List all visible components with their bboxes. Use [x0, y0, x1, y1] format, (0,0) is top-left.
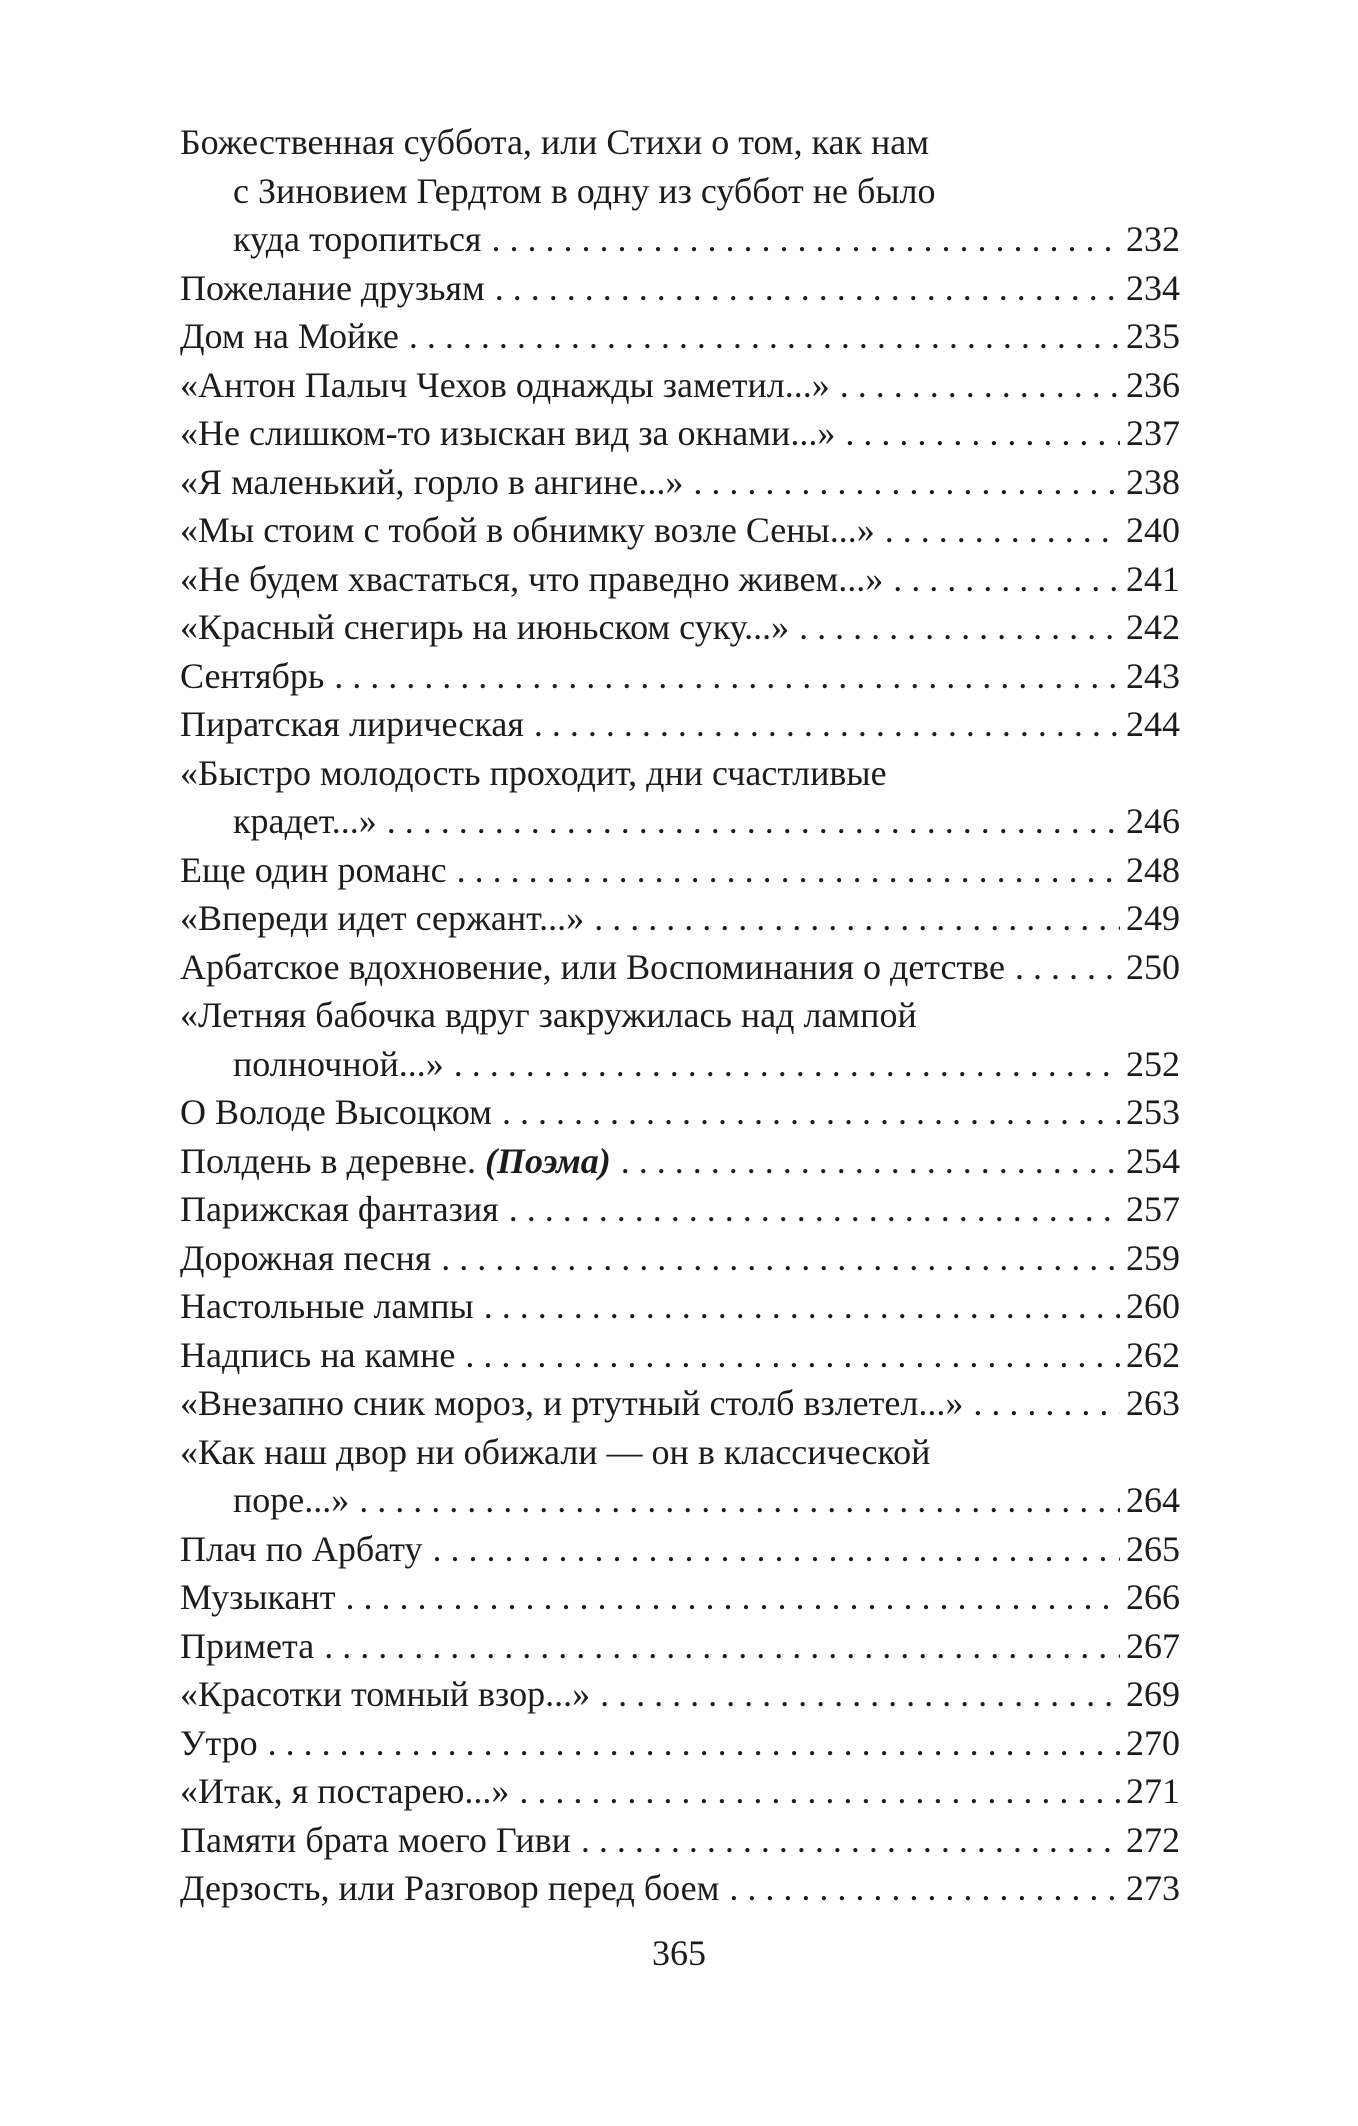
toc-entry-row: [180, 1234, 1180, 1283]
toc-entry-page: 244: [1126, 704, 1180, 744]
toc-entry-row: [180, 458, 1180, 507]
dot-leader: [485, 264, 1120, 313]
toc-entry-page: 252: [1126, 1043, 1180, 1084]
toc-entry-title-text: Полдень в деревне.: [180, 1140, 476, 1181]
toc-entry-page: 248: [1126, 849, 1180, 890]
toc-entry: [180, 749, 1180, 846]
toc-entry-title-text: Еще один романс: [180, 849, 447, 890]
dot-leader: [349, 1476, 1120, 1525]
toc-entry-title: [180, 894, 584, 943]
toc-entry-title-text: Сентябрь: [180, 655, 325, 696]
toc-entry: [180, 1234, 1180, 1283]
toc-entry-genre: (Поэма): [484, 1140, 611, 1181]
toc-entry-row: [180, 700, 1180, 749]
toc-entry-row: [180, 1331, 1180, 1380]
table-of-contents: [180, 118, 1180, 1913]
toc-entry-title-text: Памяти брата моего Гиви: [180, 1819, 571, 1860]
toc-entry: [180, 506, 1180, 555]
toc-entry-row: [180, 1525, 1180, 1574]
toc-entry: [180, 894, 1180, 943]
dot-leader: [499, 1185, 1120, 1234]
toc-entry: [180, 1573, 1180, 1622]
toc-entry-title: [233, 797, 377, 846]
toc-entry-title: [233, 1476, 349, 1525]
toc-entry-title-text: О Володе Высоцком: [180, 1092, 492, 1132]
toc-entry-title: [180, 312, 399, 361]
toc-entry-title-line: «Летняя бабочка вдруг закружилась над лампой: [180, 995, 917, 1035]
toc-entry-title-text: Пиратская лирическая: [180, 704, 524, 744]
dot-leader: [399, 312, 1120, 361]
toc-entry-page: 236: [1126, 364, 1180, 405]
toc-entry-title-text: Дорожная песня: [180, 1237, 432, 1278]
dot-leader: [590, 1670, 1120, 1719]
toc-entry-page: 249: [1126, 898, 1180, 938]
dot-leader: [474, 1282, 1120, 1331]
toc-entry-page: 253: [1126, 1092, 1180, 1132]
toc-entry-page: 273: [1126, 1868, 1180, 1908]
toc-entry-row: [180, 215, 1180, 264]
toc-entry-page: 250: [1126, 946, 1180, 987]
dot-leader: [509, 1767, 1120, 1816]
dot-leader: [447, 846, 1120, 895]
toc-entry: [180, 458, 1180, 507]
toc-entry-row: [180, 1816, 1180, 1865]
toc-entry-title: [180, 1379, 963, 1428]
toc-entry-title: [233, 215, 481, 264]
dot-leader: [789, 603, 1120, 652]
toc-entry-page: 257: [1126, 1189, 1180, 1229]
toc-entry-row: [180, 409, 1180, 458]
toc-entry-title: [180, 1185, 499, 1234]
toc-entry-title-text: «Впереди идет сержант...»: [180, 898, 585, 938]
toc-entry-title-text: Плач по Арбату: [180, 1528, 423, 1569]
toc-entry-row: [180, 943, 1180, 992]
toc-entry-title: [180, 700, 524, 749]
dot-leader: [875, 506, 1120, 555]
toc-entry: [180, 312, 1180, 361]
toc-entry-row: [180, 1137, 1180, 1186]
toc-entry: [180, 1719, 1180, 1768]
toc-entry: [180, 361, 1180, 410]
toc-entry: [180, 1816, 1180, 1865]
toc-entry-row: [180, 361, 1180, 410]
toc-entry: [180, 409, 1180, 458]
toc-entry-title: [180, 264, 485, 313]
dot-leader: [455, 1331, 1120, 1380]
toc-entry-row: [180, 1864, 1180, 1913]
toc-entry-title-text: Настольные лампы: [180, 1286, 474, 1326]
toc-entry-page: 271: [1126, 1771, 1180, 1811]
toc-entry: [180, 1331, 1180, 1380]
toc-entry-row: [180, 555, 1180, 604]
toc-entry-page: 235: [1126, 316, 1180, 356]
toc-entry-title-line: с Зиновием Гердтом в одну из суббот не было: [233, 170, 936, 211]
dot-leader: [1005, 943, 1120, 992]
dot-leader: [830, 361, 1120, 410]
toc-entry-page: 240: [1126, 510, 1180, 550]
toc-entry-title-text: «Я маленький, горло в ангине...»: [180, 461, 684, 502]
toc-entry-title-line: «Быстро молодость проходит, дни счастливые: [180, 752, 887, 793]
toc-entry-title: [180, 409, 835, 458]
dot-leader: [314, 1622, 1120, 1671]
toc-entry-row: [180, 1622, 1180, 1671]
toc-entry-title-text: «Не слишком-то изыскан вид за окнами...»: [180, 413, 836, 453]
dot-leader: [835, 409, 1120, 458]
toc-entry-row: [180, 312, 1180, 361]
toc-entry-page: 262: [1126, 1334, 1180, 1375]
toc-entry-title-text: Пожелание друзьям: [180, 267, 485, 308]
toc-entry-title: [180, 1234, 431, 1283]
toc-entry-page: 246: [1126, 801, 1180, 841]
toc-entry: [180, 1379, 1180, 1428]
toc-entry-title: [180, 361, 830, 410]
toc-entry-title-text: куда торопиться: [233, 219, 482, 259]
dot-leader: [377, 797, 1120, 846]
toc-entry-title-text: «Внезапно сник мороз, и ртутный столб взлетел...»: [180, 1383, 964, 1423]
dot-leader: [492, 1088, 1120, 1137]
toc-entry: [180, 846, 1180, 895]
toc-entry-page: 254: [1126, 1140, 1180, 1181]
toc-entry-row: [180, 894, 1180, 943]
toc-entry-page: 242: [1126, 607, 1180, 647]
dot-leader: [719, 1864, 1120, 1913]
toc-entry-title-line: Божественная суббота, или Стихи о том, как нам: [180, 122, 930, 162]
toc-entry-title-text: Примета: [180, 1625, 315, 1666]
toc-entry-title: [180, 1282, 474, 1331]
toc-entry: [180, 1864, 1180, 1913]
toc-entry-title-line: «Как наш двор ни обижали — он в классической: [180, 1431, 931, 1472]
toc-entry-page: 266: [1126, 1577, 1180, 1617]
toc-entry: [180, 118, 1180, 264]
dot-leader: [883, 555, 1120, 604]
toc-entry-row: [180, 846, 1180, 895]
toc-entry-title-text: Арбатское вдохновение, или Воспоминания о детстве: [180, 946, 1005, 987]
dot-leader: [431, 1234, 1120, 1283]
toc-entry-title: [180, 506, 875, 555]
toc-entry-page: 243: [1126, 655, 1180, 696]
toc-entry-row: [180, 652, 1180, 701]
toc-entry-page: 263: [1126, 1383, 1180, 1423]
toc-entry: [180, 1622, 1180, 1671]
toc-entry-title-text: Музыкант: [180, 1577, 336, 1617]
toc-entry-title: [180, 846, 447, 895]
toc-entry-row: [180, 1719, 1180, 1768]
toc-entry-title-text: «Мы стоим с тобой в обнимку возле Сены...»: [180, 510, 875, 550]
toc-entry-row: [180, 264, 1180, 313]
toc-entry-page: 237: [1126, 413, 1180, 453]
toc-entry-page: 260: [1126, 1286, 1180, 1326]
toc-entry: [180, 603, 1180, 652]
toc-entry: [180, 1137, 1180, 1186]
toc-entry-page: 232: [1126, 219, 1180, 259]
toc-entry-row: [180, 1185, 1180, 1234]
dot-leader: [683, 458, 1120, 507]
toc-entry-title: [180, 1622, 314, 1671]
toc-entry: [180, 700, 1180, 749]
toc-entry-page: 267: [1126, 1625, 1180, 1666]
dot-leader: [571, 1816, 1120, 1865]
toc-entry-title: [180, 1573, 335, 1622]
toc-entry-page: 269: [1126, 1674, 1180, 1714]
toc-entry-title: [180, 1816, 571, 1865]
toc-entry-title-text: Утро: [180, 1722, 258, 1763]
toc-entry-title-text: «Итак, я постарею...»: [180, 1771, 510, 1811]
toc-entry-row: [180, 1282, 1180, 1331]
toc-entry: [180, 1185, 1180, 1234]
toc-entry-title: [180, 652, 324, 701]
toc-entry: [180, 264, 1180, 313]
dot-leader: [324, 652, 1120, 701]
toc-entry-title: [180, 1864, 719, 1913]
dot-leader: [444, 1040, 1120, 1089]
toc-entry: [180, 991, 1180, 1088]
dot-leader: [524, 700, 1120, 749]
toc-entry-title: [180, 1331, 455, 1380]
toc-entry-title-text: Дом на Мойке: [180, 316, 399, 356]
toc-entry-row: [180, 1088, 1180, 1137]
dot-leader: [481, 215, 1120, 264]
toc-entry-title-text: полночной...»: [233, 1043, 444, 1084]
toc-entry: [180, 1282, 1180, 1331]
toc-entry: [180, 1767, 1180, 1816]
toc-entry-title: [180, 555, 883, 604]
toc-entry-page: 259: [1126, 1237, 1180, 1278]
toc-entry-title: [180, 1670, 590, 1719]
dot-leader: [611, 1137, 1120, 1186]
toc-entry: [180, 1670, 1180, 1719]
toc-entry-row: [180, 1040, 1180, 1089]
toc-entry: [180, 943, 1180, 992]
toc-entry-row: [180, 1476, 1180, 1525]
page-number: 365: [652, 1933, 706, 1973]
toc-entry-title-text: «Красный снегирь на июньском суку...»: [180, 607, 790, 647]
toc-entry-title-text: Надпись на камне: [180, 1334, 456, 1375]
toc-entry: [180, 1088, 1180, 1137]
toc-entry-title: [180, 1088, 492, 1137]
toc-entry: [180, 555, 1180, 604]
toc-entry-title-text: Парижская фантазия: [180, 1189, 499, 1229]
toc-entry-title-text: «Красотки томный взор...»: [180, 1674, 591, 1714]
toc-entry-title-text: поре...»: [233, 1480, 350, 1520]
toc-entry-row: [180, 603, 1180, 652]
toc-entry-page: 264: [1126, 1480, 1180, 1520]
toc-entry-row: [180, 1379, 1180, 1428]
toc-entry-page: 241: [1126, 558, 1180, 599]
toc-entry-title: [180, 1137, 611, 1186]
toc-entry-page: 234: [1126, 267, 1180, 308]
toc-entry-title: [233, 1040, 444, 1089]
dot-leader: [335, 1573, 1120, 1622]
toc-entry-title-text: «Антон Палыч Чехов однажды заметил...»: [180, 364, 830, 405]
toc-entry-title: [180, 1719, 258, 1768]
dot-leader: [963, 1379, 1120, 1428]
dot-leader: [258, 1719, 1120, 1768]
toc-entry-row: [180, 797, 1180, 846]
toc-entry-title: [180, 458, 683, 507]
dot-leader: [423, 1525, 1121, 1574]
toc-entry: [180, 1428, 1180, 1525]
toc-entry-title-text: крадет...»: [233, 801, 377, 841]
toc-entry-page: 270: [1126, 1722, 1180, 1763]
toc-entry-row: [180, 1573, 1180, 1622]
dot-leader: [584, 894, 1120, 943]
toc-entry-title: [180, 603, 789, 652]
toc-entry-row: [180, 506, 1180, 555]
toc-entry: [180, 1525, 1180, 1574]
toc-entry-title: [180, 1767, 509, 1816]
toc-entry-page: 265: [1126, 1528, 1180, 1569]
toc-entry-title-text: Дерзость, или Разговор перед боем: [180, 1868, 720, 1908]
toc-entry-page: 272: [1126, 1819, 1180, 1860]
toc-entry-row: [180, 1767, 1180, 1816]
toc-entry-title: [180, 943, 1005, 992]
toc-entry-title: [180, 1525, 423, 1574]
toc-entry-row: [180, 1670, 1180, 1719]
toc-entry: [180, 652, 1180, 701]
toc-entry-title-text: «Не будем хвастаться, что праведно живем...»: [180, 558, 884, 599]
toc-entry-page: 238: [1126, 461, 1180, 502]
